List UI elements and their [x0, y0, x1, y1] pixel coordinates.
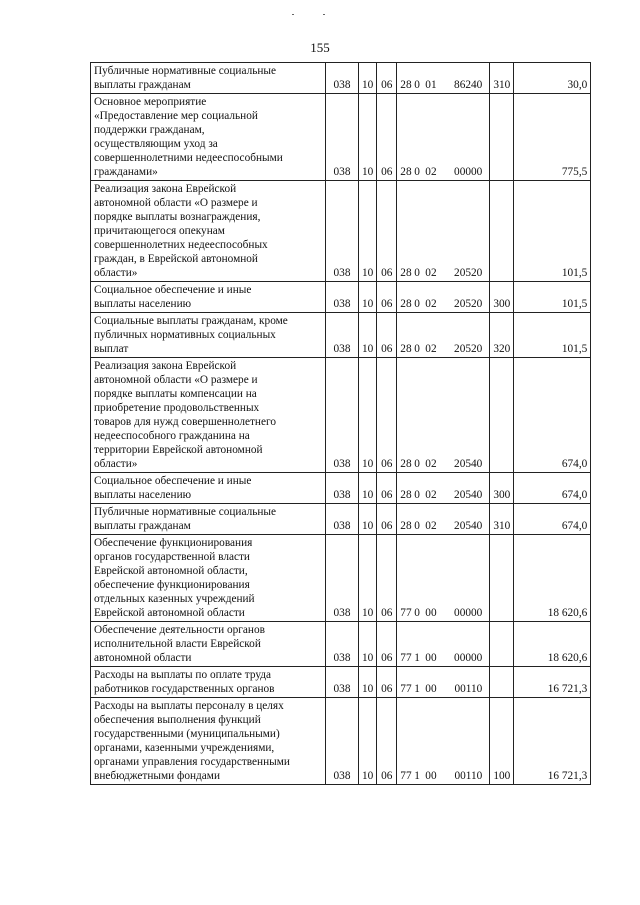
target-code-part: 20540: [454, 489, 483, 501]
target-code-cell: [397, 181, 490, 282]
expense-name-cell: [91, 313, 326, 358]
subsection-code-cell: 06: [377, 282, 397, 313]
target-code-part: 77: [400, 770, 412, 782]
expense-name-line: причитающегося опекунам: [94, 225, 225, 237]
expense-name-line: Публичные нормативные социальные: [94, 65, 277, 77]
expense-name-cell: [91, 667, 326, 698]
ministry-code-cell: 038: [326, 698, 359, 785]
table-row: [91, 181, 591, 282]
expense-name-cell: [91, 282, 326, 313]
target-code-part: 28: [400, 166, 412, 178]
ministry-code-cell: 038: [326, 282, 359, 313]
target-code-part: 00: [425, 770, 437, 782]
target-code-part: 0: [414, 267, 420, 279]
target-code-part: 0: [414, 520, 420, 532]
target-code-part: 20540: [454, 520, 483, 532]
expense-type-cell: 300: [490, 473, 514, 504]
target-code-part: 1: [414, 770, 420, 782]
target-code-part: 0: [414, 166, 420, 178]
expense-name-line: области»: [94, 458, 138, 470]
expense-name-line: Обеспечение функционирования: [94, 537, 253, 549]
table-row: [91, 667, 591, 698]
amount-cell: 30,0: [514, 63, 591, 94]
target-code-part: 28: [400, 79, 412, 91]
section-code-cell: 10: [359, 504, 377, 535]
target-code-part: 02: [425, 520, 437, 532]
expense-name-line: Реализация закона Еврейской: [94, 360, 237, 372]
expense-name-line: Социальное обеспечение и иные: [94, 284, 252, 296]
expense-name-line: автономной области «О размере и: [94, 197, 258, 209]
target-code-part: 20540: [454, 458, 483, 470]
expense-name-line: приобретение продовольственных: [94, 402, 260, 414]
expense-name-line: органами управления государственными: [94, 756, 290, 768]
expense-name-line: исполнительной власти Еврейской: [94, 638, 261, 650]
target-code-part: 28: [400, 267, 412, 279]
expense-type-cell: [490, 94, 514, 181]
expense-name-line: обеспечения выполнения функций: [94, 714, 261, 726]
scan-artifact: [323, 14, 325, 15]
amount-cell: 674,0: [514, 358, 591, 473]
target-code-part: 0: [414, 607, 420, 619]
expense-name-cell: [91, 473, 326, 504]
ministry-code-cell: 038: [326, 313, 359, 358]
expense-name-line: Публичные нормативные социальные: [94, 506, 277, 518]
expense-name-line: Обеспечение деятельности органов: [94, 624, 265, 636]
expense-name-line: «Предоставление мер социальной: [94, 110, 258, 122]
target-code-part: 00: [425, 607, 437, 619]
target-code-part: 77: [400, 607, 412, 619]
subsection-code-cell: 06: [377, 535, 397, 622]
target-code-part: 28: [400, 489, 412, 501]
target-code-part: 77: [400, 652, 412, 664]
target-code-part: 28: [400, 520, 412, 532]
target-code-cell: [397, 282, 490, 313]
target-code-part: 77: [400, 683, 412, 695]
target-code-part: 02: [425, 298, 437, 310]
target-code-part: 0: [414, 298, 420, 310]
target-code-part: 00110: [454, 770, 483, 782]
target-code-cell: [397, 667, 490, 698]
expense-name-cell: [91, 622, 326, 667]
expense-name-line: Еврейской автономной области,: [94, 565, 248, 577]
amount-cell: 674,0: [514, 473, 591, 504]
expense-name-line: органами, казенными учреждениями,: [94, 742, 275, 754]
expense-name-cell: [91, 63, 326, 94]
expense-name-line: государственными (муниципальными): [94, 728, 280, 740]
ministry-code-cell: 038: [326, 622, 359, 667]
table-row: [91, 313, 591, 358]
budget-table: [90, 62, 591, 785]
amount-cell: 101,5: [514, 313, 591, 358]
target-code-cell: [397, 622, 490, 667]
section-code-cell: 10: [359, 313, 377, 358]
section-code-cell: 10: [359, 181, 377, 282]
section-code-cell: 10: [359, 282, 377, 313]
table-row: [91, 535, 591, 622]
expense-name-cell: [91, 358, 326, 473]
expense-name-line: совершеннолетними недееспособными: [94, 152, 283, 164]
subsection-code-cell: 06: [377, 504, 397, 535]
target-code-part: 00: [425, 652, 437, 664]
expense-type-cell: 310: [490, 63, 514, 94]
amount-cell: 674,0: [514, 504, 591, 535]
expense-type-cell: [490, 535, 514, 622]
expense-name-line: гражданами»: [94, 166, 158, 178]
expense-type-cell: [490, 358, 514, 473]
target-code-part: 0: [414, 489, 420, 501]
expense-name-line: граждан, в Еврейской автономной: [94, 253, 258, 265]
target-code-part: 20520: [454, 343, 483, 355]
expense-name-line: Основное мероприятие: [94, 96, 207, 108]
ministry-code-cell: 038: [326, 63, 359, 94]
table-row: [91, 282, 591, 313]
section-code-cell: 10: [359, 622, 377, 667]
expense-name-line: автономной области: [94, 652, 192, 664]
expense-name-line: органов государственной власти: [94, 551, 250, 563]
section-code-cell: 10: [359, 358, 377, 473]
target-code-cell: [397, 473, 490, 504]
expense-name-line: Еврейской автономной области: [94, 607, 245, 619]
target-code-part: 20520: [454, 298, 483, 310]
subsection-code-cell: 06: [377, 63, 397, 94]
section-code-cell: 10: [359, 667, 377, 698]
table-row: [91, 622, 591, 667]
expense-type-cell: [490, 181, 514, 282]
target-code-part: 86240: [454, 79, 483, 91]
expense-name-line: обеспечение функционирования: [94, 579, 250, 591]
ministry-code-cell: 038: [326, 358, 359, 473]
expense-name-line: Расходы на выплаты персоналу в целях: [94, 700, 284, 712]
table-row: [91, 94, 591, 181]
subsection-code-cell: 06: [377, 667, 397, 698]
expense-name-line: Расходы на выплаты по оплате труда: [94, 669, 272, 681]
target-code-part: 00: [425, 683, 437, 695]
expense-name-line: осуществляющим уход за: [94, 138, 218, 150]
section-code-cell: 10: [359, 698, 377, 785]
target-code-cell: [397, 313, 490, 358]
expense-name-line: выплат: [94, 343, 129, 355]
section-code-cell: 10: [359, 535, 377, 622]
target-code-part: 0: [414, 458, 420, 470]
target-code-part: 28: [400, 343, 412, 355]
target-code-part: 00000: [454, 166, 483, 178]
expense-name-line: выплаты населению: [94, 489, 192, 501]
expense-name-line: выплаты гражданам: [94, 79, 191, 91]
subsection-code-cell: 06: [377, 358, 397, 473]
expense-name-line: Социальное обеспечение и иные: [94, 475, 252, 487]
table-row: [91, 698, 591, 785]
target-code-cell: [397, 358, 490, 473]
target-code-part: 02: [425, 267, 437, 279]
ministry-code-cell: 038: [326, 667, 359, 698]
expense-name-line: области»: [94, 267, 138, 279]
table-row: [91, 63, 591, 94]
target-code-part: 28: [400, 458, 412, 470]
subsection-code-cell: 06: [377, 181, 397, 282]
section-code-cell: 10: [359, 63, 377, 94]
amount-cell: 101,5: [514, 282, 591, 313]
subsection-code-cell: 06: [377, 94, 397, 181]
expense-type-cell: [490, 667, 514, 698]
target-code-part: 00110: [454, 683, 483, 695]
expense-name-line: территории Еврейской автономной: [94, 444, 263, 456]
target-code-cell: [397, 504, 490, 535]
ministry-code-cell: 038: [326, 94, 359, 181]
expense-name-line: совершеннолетних недееспособных: [94, 239, 268, 251]
subsection-code-cell: 06: [377, 622, 397, 667]
target-code-part: 00000: [454, 652, 483, 664]
expense-name-line: публичных нормативных социальных: [94, 329, 276, 341]
expense-name-line: товаров для нужд совершеннолетнего: [94, 416, 276, 428]
target-code-part: 00000: [454, 607, 483, 619]
expense-name-cell: [91, 698, 326, 785]
amount-cell: 101,5: [514, 181, 591, 282]
subsection-code-cell: 06: [377, 473, 397, 504]
target-code-part: 28: [400, 298, 412, 310]
target-code-part: 0: [414, 79, 420, 91]
target-code-cell: [397, 63, 490, 94]
expense-name-line: Реализация закона Еврейской: [94, 183, 237, 195]
amount-cell: 18 620,6: [514, 622, 591, 667]
section-code-cell: 10: [359, 94, 377, 181]
amount-cell: 775,5: [514, 94, 591, 181]
expense-name-line: внебюджетными фондами: [94, 770, 220, 782]
target-code-part: 0: [414, 343, 420, 355]
ministry-code-cell: 038: [326, 181, 359, 282]
target-code-part: 1: [414, 652, 420, 664]
subsection-code-cell: 06: [377, 313, 397, 358]
expense-name-line: недееспособного гражданина на: [94, 430, 250, 442]
expense-name-cell: [91, 94, 326, 181]
expense-name-line: отдельных казенных учреждений: [94, 593, 255, 605]
amount-cell: 16 721,3: [514, 667, 591, 698]
page-number: 155: [310, 40, 330, 55]
ministry-code-cell: 038: [326, 504, 359, 535]
expense-type-cell: 310: [490, 504, 514, 535]
amount-cell: 16 721,3: [514, 698, 591, 785]
target-code-cell: [397, 698, 490, 785]
expense-type-cell: 320: [490, 313, 514, 358]
expense-name-line: выплаты гражданам: [94, 520, 191, 532]
target-code-part: 1: [414, 683, 420, 695]
target-code-part: 20520: [454, 267, 483, 279]
expense-name-cell: [91, 504, 326, 535]
scan-artifact: [292, 14, 294, 15]
target-code-part: 02: [425, 166, 437, 178]
table-row: [91, 473, 591, 504]
expense-type-cell: [490, 622, 514, 667]
expense-name-line: поддержки гражданам,: [94, 124, 205, 136]
expense-name-line: Социальные выплаты гражданам, кроме: [94, 315, 288, 327]
ministry-code-cell: 038: [326, 535, 359, 622]
expense-name-line: порядке выплаты вознаграждения,: [94, 211, 261, 223]
expense-name-line: порядке выплаты компенсации на: [94, 388, 257, 400]
target-code-part: 02: [425, 489, 437, 501]
target-code-part: 02: [425, 458, 437, 470]
ministry-code-cell: 038: [326, 473, 359, 504]
expense-name-line: выплаты населению: [94, 298, 192, 310]
expense-name-line: автономной области «О размере и: [94, 374, 258, 386]
target-code-cell: [397, 94, 490, 181]
target-code-part: 02: [425, 343, 437, 355]
expense-type-cell: 100: [490, 698, 514, 785]
subsection-code-cell: 06: [377, 698, 397, 785]
table-row: [91, 504, 591, 535]
expense-name-cell: [91, 181, 326, 282]
amount-cell: 18 620,6: [514, 535, 591, 622]
table-row: [91, 358, 591, 473]
expense-name-cell: [91, 535, 326, 622]
target-code-cell: [397, 535, 490, 622]
section-code-cell: 10: [359, 473, 377, 504]
target-code-part: 01: [425, 79, 437, 91]
expense-type-cell: 300: [490, 282, 514, 313]
expense-name-line: работников государственных органов: [94, 683, 275, 695]
